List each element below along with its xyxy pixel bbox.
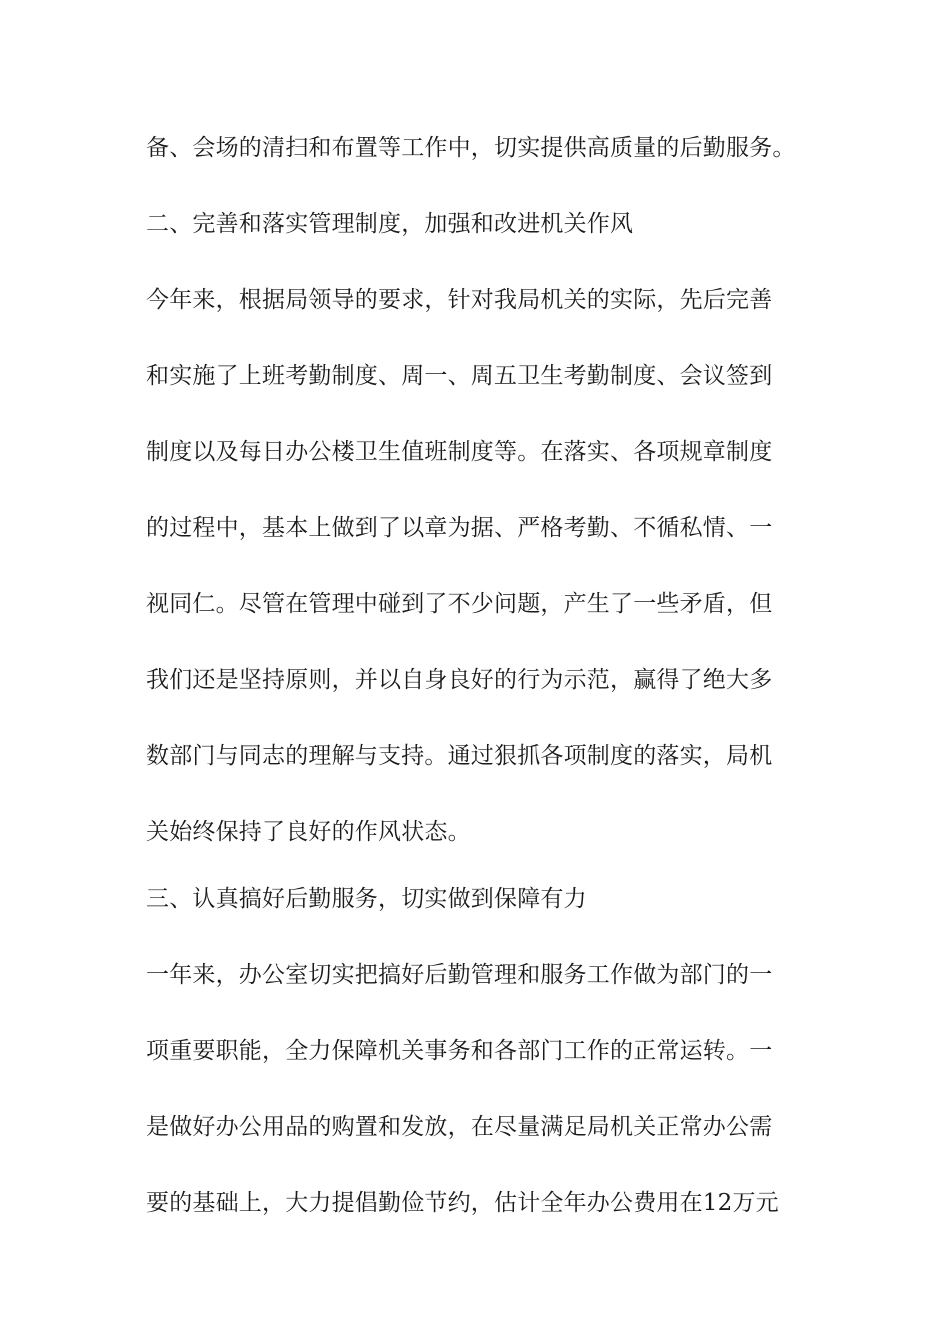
- paragraph-line: 制度以及每日办公楼卫生值班制度等。在落实、各项规章制度: [146, 439, 773, 465]
- paragraph-line: 要的基础上，大力提倡勤俭节约，估计全年办公费用在12万元: [146, 1190, 779, 1216]
- paragraph-line: 视同仁。尽管在管理中碰到了不少问题，产生了一些矛盾，但: [146, 591, 773, 617]
- paragraph-line: 一年来，办公室切实把搞好后勤管理和服务工作做为部门的一: [146, 962, 773, 988]
- section-heading-3: 三、认真搞好后勤服务，切实做到保障有力: [146, 886, 587, 912]
- paragraph-line: 项重要职能，全力保障机关事务和各部门工作的正常运转。一: [146, 1038, 773, 1064]
- paragraph-line: 备、会场的清扫和布置等工作中，切实提供高质量的后勤服务。: [146, 135, 796, 161]
- paragraph-line: 的过程中，基本上做到了以章为据、严格考勤、不循私情、一: [146, 515, 773, 541]
- paragraph-line: 数部门与同志的理解与支持。通过狠抓各项制度的落实，局机: [146, 743, 773, 769]
- paragraph-line: 我们还是坚持原则，并以自身良好的行为示范，赢得了绝大多: [146, 667, 773, 693]
- paragraph-line: 今年来，根据局领导的要求，针对我局机关的实际，先后完善: [146, 287, 773, 313]
- section-heading-2: 二、完善和落实管理制度，加强和改进机关作风: [146, 211, 634, 237]
- paragraph-line: 关始终保持了良好的作风状态。: [146, 819, 471, 845]
- paragraph-line: 是做好办公用品的购置和发放，在尽量满足局机关正常办公需: [146, 1114, 773, 1140]
- paragraph-line: 和实施了上班考勤制度、周一、周五卫生考勤制度、会议签到: [146, 363, 773, 389]
